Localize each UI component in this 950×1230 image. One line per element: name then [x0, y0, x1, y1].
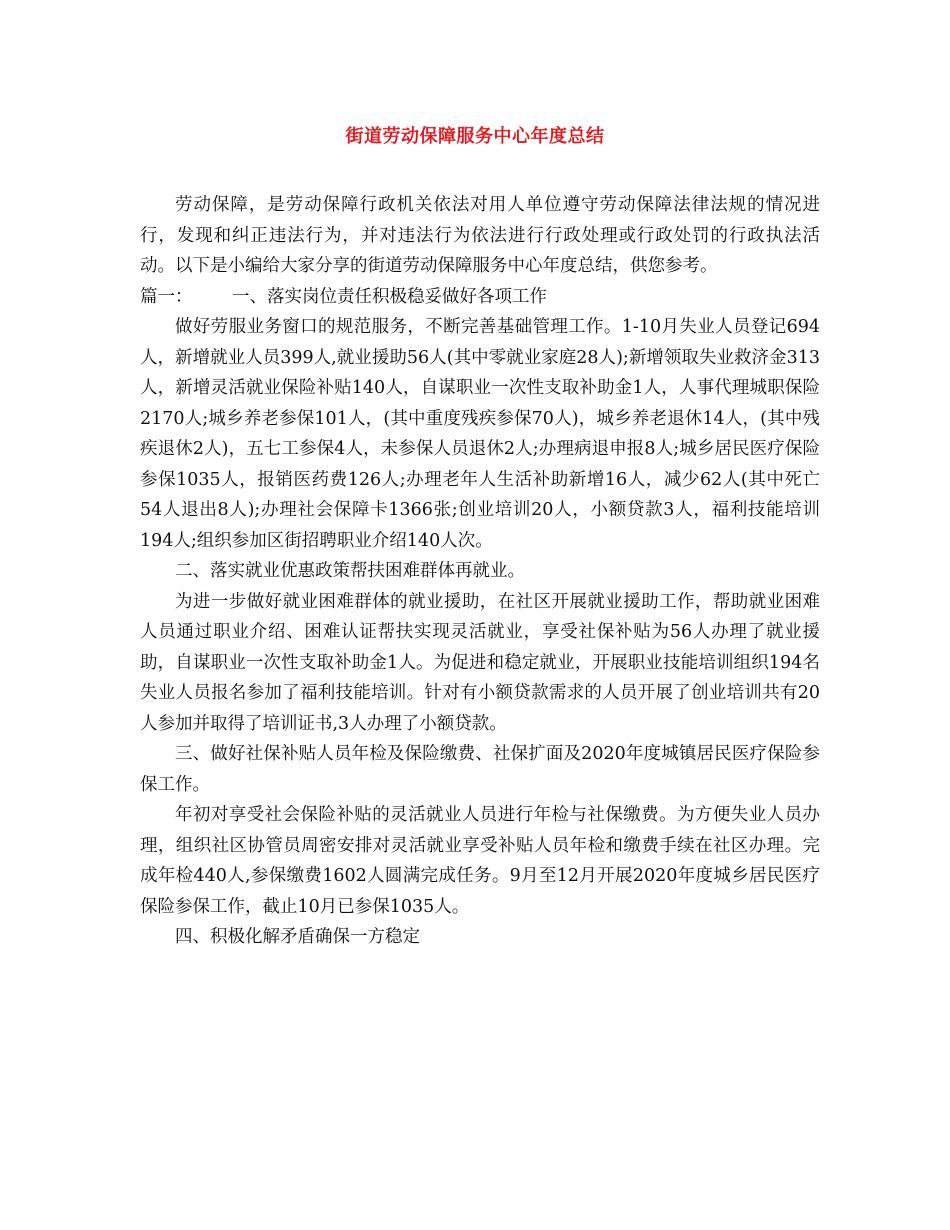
- part-heading-line: [140, 282, 820, 313]
- section4-heading: 四、积极化解矛盾确保一方稳定: [175, 927, 420, 947]
- document-title: 街道劳动保障服务中心年度总结: [345, 126, 605, 147]
- document-body: [140, 190, 820, 953]
- section1-heading: 一、落实岗位责任积极稳妥做好各项工作: [232, 286, 547, 307]
- section2-heading: 二、落实就业优惠政策帮扶困难群体再就业。: [175, 561, 525, 581]
- section1-paragraph: 做好劳服业务窗口的规范服务，不断完善基础管理工作。1-10月失业人员登记694人，新增就业人员399人,就业援助56人(其中零就业家庭28人);新增领取失业救济金313人，新增灵活就业保险补贴140人，自谋职业一次性支取补助金1人，人事代理城职保险2170人;城乡养老参保101人，(其中重度残疾参保70人)，城乡养老退休14人，(其中残疾退休2人)，五七工参保4人，未参保人员退休2人;办理病退申报8人;城乡居民医疗保险参保1035人，报销医药费126人;办理老年人生活补助新增16人，减少62人(其中死亡54人退出8人);办理社会保障卡1366张;创业培训20人，小额贷款3人，福利技能培训194人;组织参加区街招聘职业介绍140人次。: [140, 317, 820, 551]
- section2-paragraph: 为进一步做好就业困难群体的就业援助，在社区开展就业援助工作，帮助就业困难人员通过职业介绍、困难认证帮扶实现灵活就业，享受社保补贴为56人办理了就业援助，自谋职业一次性支取补助金1人。为促进和稳定就业，开展职业技能培训组织194名失业人员报名参加了福利技能培训。针对有小额贷款需求的人员开展了创业培训共有20人参加并取得了培训证书,3人办理了小额贷款。: [140, 591, 820, 734]
- section3-heading: 三、做好社保补贴人员年检及保险缴费、社保扩面及2020年度城镇居民医疗保险参保工作。: [140, 744, 820, 795]
- part-label: 篇一：: [140, 286, 193, 307]
- intro-paragraph: 劳动保障，是劳动保障行政机关依法对用人单位遵守劳动保障法律法规的情况进行，发现和纠正违法行为，并对违法行为依法进行行政处理或行政处罚的行政执法活动。以下是小编给大家分享的街道劳动保障服务中心年度总结，供您参考。: [140, 195, 820, 276]
- section3-paragraph: 年初对享受社会保险补贴的灵活就业人员进行年检与社保缴费。为方便失业人员办理，组织社区协管员周密安排对灵活就业享受补贴人员年检和缴费手续在社区办理。完成年检440人,参保缴费1602人圆满完成任务。9月至12月开展2020年度城乡居民医疗保险参保工作，截止10月已参保1035人。: [140, 805, 820, 917]
